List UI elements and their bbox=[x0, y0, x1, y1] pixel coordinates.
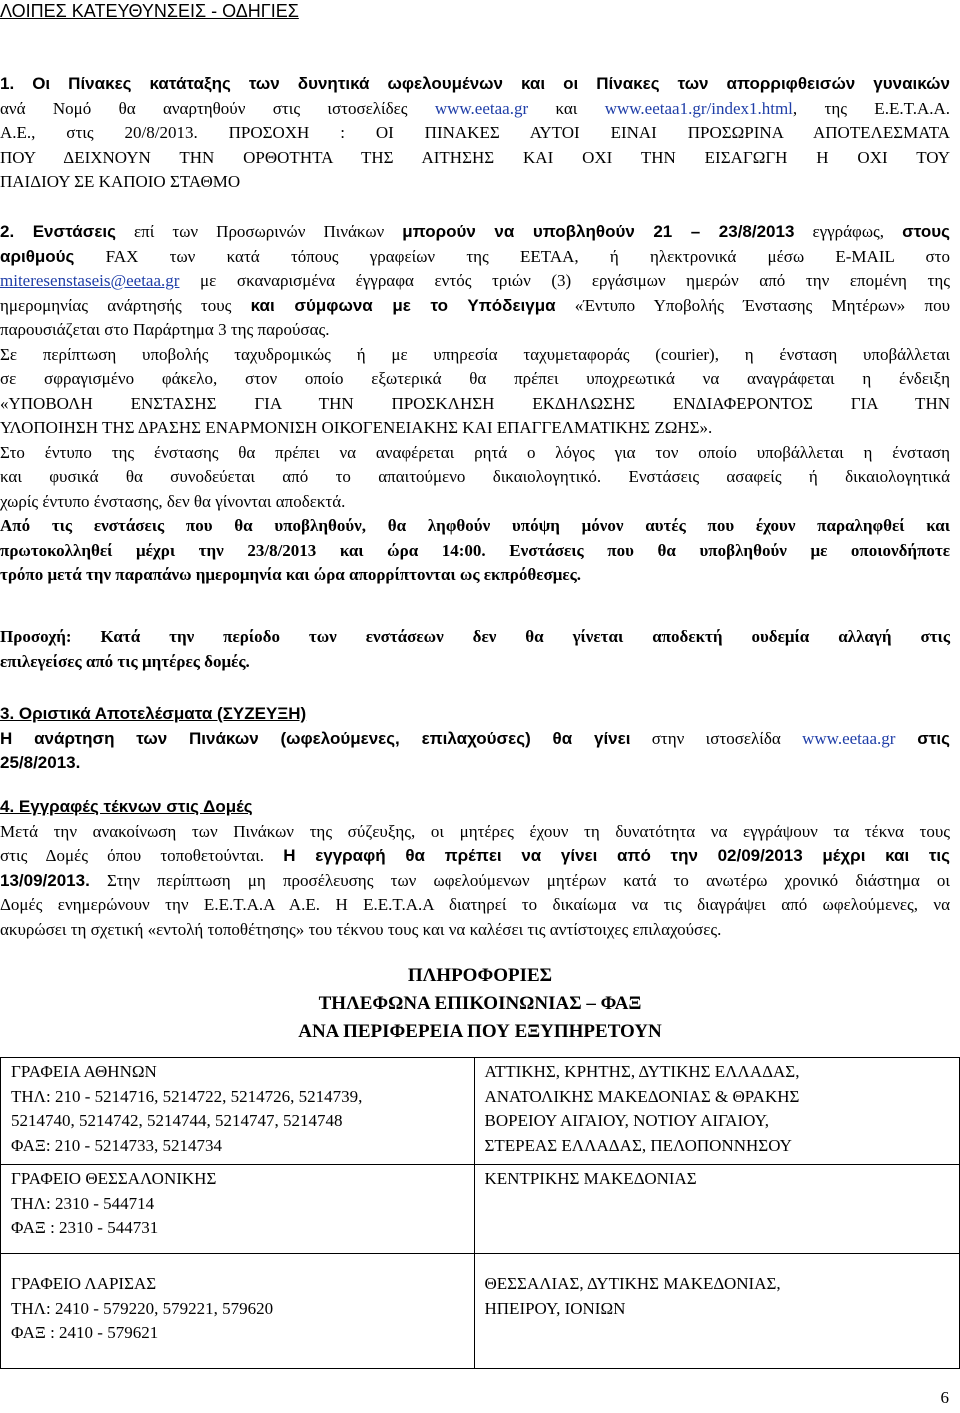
s4-line-3: 13/09/2013. Στην περίπτωση μη προσέλευσης των ωφελούμενων μητέρων κατά το ανωτέρω χρονικό διάστημα οι bbox=[0, 870, 950, 890]
s2-p2-line-4: ΥΛΟΠΟΙΗΣΗ ΤΗΣ ΔΡΑΣΗΣ ΕΝΑΡΜΟΝΙΣΗ ΟΙΚΟΓΕΝΕΙΑΚΗΣ ΚΑΙ ΕΠΑΓΓΕΛΜΑΤΙΚΗΣ ΖΩΗΣ». bbox=[0, 418, 713, 437]
s2-line-1: 2. Ενστάσεις επί των Προσωρινών Πινάκων μπορούν να υποβληθούν 21 – 23/8/2013 εγγράφως, στους bbox=[0, 222, 950, 241]
s2-line-3: miteresenstaseis@eetaa.gr με σκαναρισμένα έγγραφα εντός τριών (3) εργάσιμων ημερών από την επομένη της bbox=[0, 271, 950, 290]
section-4 bbox=[0, 795, 950, 942]
office-cell: ΓΡΑΦΕΙΟ ΘΕΣΣΑΛΟΝΙΚΗΣ ΤΗΛ: 2310 - 544714 ΦΑΞ : 2310 - 544731 bbox=[1, 1165, 475, 1254]
s1-line-3: Α.Ε., στις 20/8/2013. ΠΡΟΣΟΧΗ : ΟΙ ΠΙΝΑΚΕΣ ΑΥΤΟΙ ΕΙΝΑΙ ΠΡΟΣΩΡΙΝΑ ΑΠΟΤΕΛΕΣΜΑΤΑ bbox=[0, 123, 950, 142]
s2-p2-line-2: σε σφραγισμένο φάκελο, στον οποίο εξωτερικά θα πρέπει υποχρεωτικά να αναγράφεται η ένδειξη bbox=[0, 369, 950, 388]
section-3 bbox=[0, 702, 950, 776]
regions-cell: ΑΤΤΙΚΗΣ, ΚΡΗΤΗΣ, ΔΥΤΙΚΗΣ ΕΛΛΑΔΑΣ, ΑΝΑΤΟΛΙΚΗΣ ΜΑΚΕΔΟΝΙΑΣ & ΘΡΑΚΗΣ ΒΟΡΕΙΟΥ ΑΙΓΑΙΟΥ, ΝΟΤΙΟΥ ΑΙΓΑΙΟΥ, ΣΤΕΡΕΑΣ ΕΛΛΑΔΑΣ, ΠΕΛΟΠΟΝΝΗΣΟΥ bbox=[474, 1058, 960, 1165]
notice-line-2: επιλεγείσες από τις μητέρες δομές. bbox=[0, 651, 250, 671]
s2-p4-line-3: τρόπο μετά την παραπάνω ημερομηνία και ώρα απορρίπτονται ως εκπρόθεσμες. bbox=[0, 565, 582, 584]
s1-line-2: ανά Νομό θα αναρτηθούν στις ιστοσελίδες www.eetaa.gr και www.eetaa1.gr/index1.html, της Ε.Ε.Τ.Α.Α. bbox=[0, 98, 951, 118]
s2-p3-line-1: Στο έντυπο της ένστασης θα πρέπει να αναφέρεται ρητά ο λόγος για τον οποίο υποβάλλεται η ένσταση bbox=[0, 442, 950, 462]
offices-table bbox=[0, 1057, 960, 1369]
s4-line-2: στις Δομές όπου τοποθετούνται. Η εγγραφή θα πρέπει να γίνει από την 02/09/2013 μέχρι και τις bbox=[0, 846, 950, 865]
s4-line-5: ακυρώσει τη σχετική «εντολή τοποθέτησης» του τέκνου τους και να καλέσει τις αντίστοιχες επιλαχούσες. bbox=[0, 919, 722, 939]
s2-p2-line-3: «ΥΠΟΒΟΛΗ ΕΝΣΤΑΣΗΣ ΓΙΑ ΤΗΝ ΠΡΟΣΚΛΗΣΗ ΕΚΔΗΛΩΣΗΣ ΕΝΔΙΑΦΕΡΟΝΤΟΣ ΓΙΑ ΤΗΝ bbox=[0, 393, 950, 413]
section-2-notice bbox=[0, 625, 950, 674]
info-line-1: ΠΛΗΡΟΦΟΡΙΕΣ bbox=[407, 965, 553, 986]
office-cell: ΓΡΑΦΕΙΟ ΛΑΡΙΣΑΣ ΤΗΛ: 2410 - 579220, 579221, 579620 ΦΑΞ : 2410 - 579621 bbox=[1, 1254, 475, 1369]
eetaa-results-link[interactable]: www.eetaa.gr bbox=[802, 728, 896, 748]
table-row bbox=[1, 1058, 960, 1165]
info-line-2: ΤΗΛΕΦΩΝΑ ΕΠΙΚΟΙΝΩΝΙΑΣ – ΦΑΞ bbox=[318, 993, 642, 1014]
section-1 bbox=[0, 72, 950, 195]
info-heading bbox=[0, 962, 960, 1046]
office-cell: ΓΡΑΦΕΙΑ ΑΘΗΝΩΝ ΤΗΛ: 210 - 5214716, 5214722, 5214726, 5214739, 5214740, 5214742, 5214744, 5214747, 5214748 ΦΑΞ: 210 - 5214733, 5214734 bbox=[1, 1058, 475, 1165]
eetaa-link[interactable]: www.eetaa.gr bbox=[434, 98, 529, 118]
s1-line-1: 1. Οι Πίνακες κατάταξης των δυνητικά ωφελουμένων και οι Πίνακες των απορριφθεισών γυναικών bbox=[0, 74, 950, 93]
s2-p3-line-2: και φυσικά θα συνοδεύεται από το απαιτούμενο δικαιολογητικό. Ενστάσεις ασαφείς ή δικαιολογητικά bbox=[0, 467, 950, 486]
regions-cell: ΘΕΣΣΑΛΙΑΣ, ΔΥΤΙΚΗΣ ΜΑΚΕΔΟΝΙΑΣ, ΗΠΕΙΡΟΥ, ΙΟΝΙΩΝ bbox=[474, 1254, 960, 1369]
page-number: 6 bbox=[940, 1388, 949, 1407]
s4-heading: 4. Εγγραφές τέκνων στις Δομές bbox=[0, 797, 253, 816]
s2-line-4: ημερομηνίας ανάρτησής τους και σύμφωνα με το Υπόδειγμα «Έντυπο Υποβολής Ένστασης Μητέρων» που bbox=[0, 295, 950, 315]
info-line-3: ΑΝΑ ΠΕΡΙΦΕΡΕΙΑ ΠΟΥ ΕΞΥΠΗΡΕΤΟΥΝ bbox=[298, 1021, 662, 1042]
eetaa1-link[interactable]: www.eetaa1.gr/index1.html bbox=[604, 98, 793, 118]
page-title: ΛΟΙΠΕΣ ΚΑΤΕΥΘΥΝΣΕΙΣ - ΟΔΗΓΙΕΣ bbox=[0, 1, 299, 21]
s2-p2-line-1: Σε περίπτωση υποβολής ταχυδρομικώς ή με υπηρεσία ταχυμεταφοράς (courier), η ένσταση υποβάλλεται bbox=[0, 344, 950, 364]
s4-line-1: Μετά την ανακοίνωση των Πινάκων της σύζευξης, οι μητέρες έχουν τη δυνατότητα να εγγράψουν τα τέκνα τους bbox=[0, 821, 950, 841]
table-row bbox=[1, 1165, 960, 1254]
email-link[interactable]: miteresenstaseis@eetaa.gr bbox=[0, 271, 180, 290]
notice-line-1: Προσοχή: Κατά την περίοδο των ενστάσεων δεν θα γίνεται αποδεκτή ουδεμία αλλαγή στις bbox=[0, 627, 950, 646]
table-row bbox=[1, 1254, 960, 1369]
s2-line-2: αριθμούς FAX των κατά τόπους γραφείων της ΕΕΤΑΑ, ή ηλεκτρονικά μέσω E-MAIL στο bbox=[0, 246, 950, 266]
s2-p3-line-3: χωρίς έντυπο ένστασης, δεν θα γίνονται αποδεκτά. bbox=[0, 491, 346, 511]
s3-line-1: Η ανάρτηση των Πινάκων (ωφελούμενες, επιλαχούσες) θα γίνει στην ιστοσελίδα www.eetaa.gr στις bbox=[0, 728, 950, 748]
s1-line-5: ΠΑΙΔΙΟΥ ΣΕ ΚΑΠΟΙΟ ΣΤΑΘΜΟ bbox=[0, 172, 241, 191]
s3-heading: 3. Οριστικά Αποτελέσματα (ΣΥΖΕΥΞΗ) bbox=[0, 704, 307, 723]
s2-p4-line-1: Από τις ενστάσεις που θα υποβληθούν, θα ληφθούν υπόψη μόνον αυτές που έχουν παραληφθεί και bbox=[0, 516, 950, 535]
section-2 bbox=[0, 220, 950, 588]
s1-line-4: ΠΟΥ ΔΕΙΧΝΟΥΝ ΤΗΝ ΟΡΘΟΤΗΤΑ ΤΗΣ ΑΙΤΗΣΗΣ ΚΑΙ ΟΧΙ ΤΗΝ ΕΙΣΑΓΩΓΗ Η ΟΧΙ ΤΟΥ bbox=[0, 147, 950, 167]
s3-line-2: 25/8/2013. bbox=[0, 753, 81, 772]
s2-p4-line-2: πρωτοκολληθεί μέχρι την 23/8/2013 και ώρα 14:00. Ενστάσεις που θα υποβληθούν με οποιονδήποτε bbox=[0, 540, 950, 560]
s2-line-5: παρουσιάζεται στο Παράρτημα 3 της παρούσας. bbox=[0, 320, 330, 339]
s4-line-4: Δομές ενημερώνουν την Ε.Ε.Τ.Α.Α Α.Ε. Η Ε.Ε.Τ.Α.Α διατηρεί το δικαίωμα να τις διαγράψει από ωφελούμενες, να bbox=[0, 895, 950, 914]
regions-cell: ΚΕΝΤΡΙΚΗΣ ΜΑΚΕΔΟΝΙΑΣ bbox=[474, 1165, 960, 1254]
